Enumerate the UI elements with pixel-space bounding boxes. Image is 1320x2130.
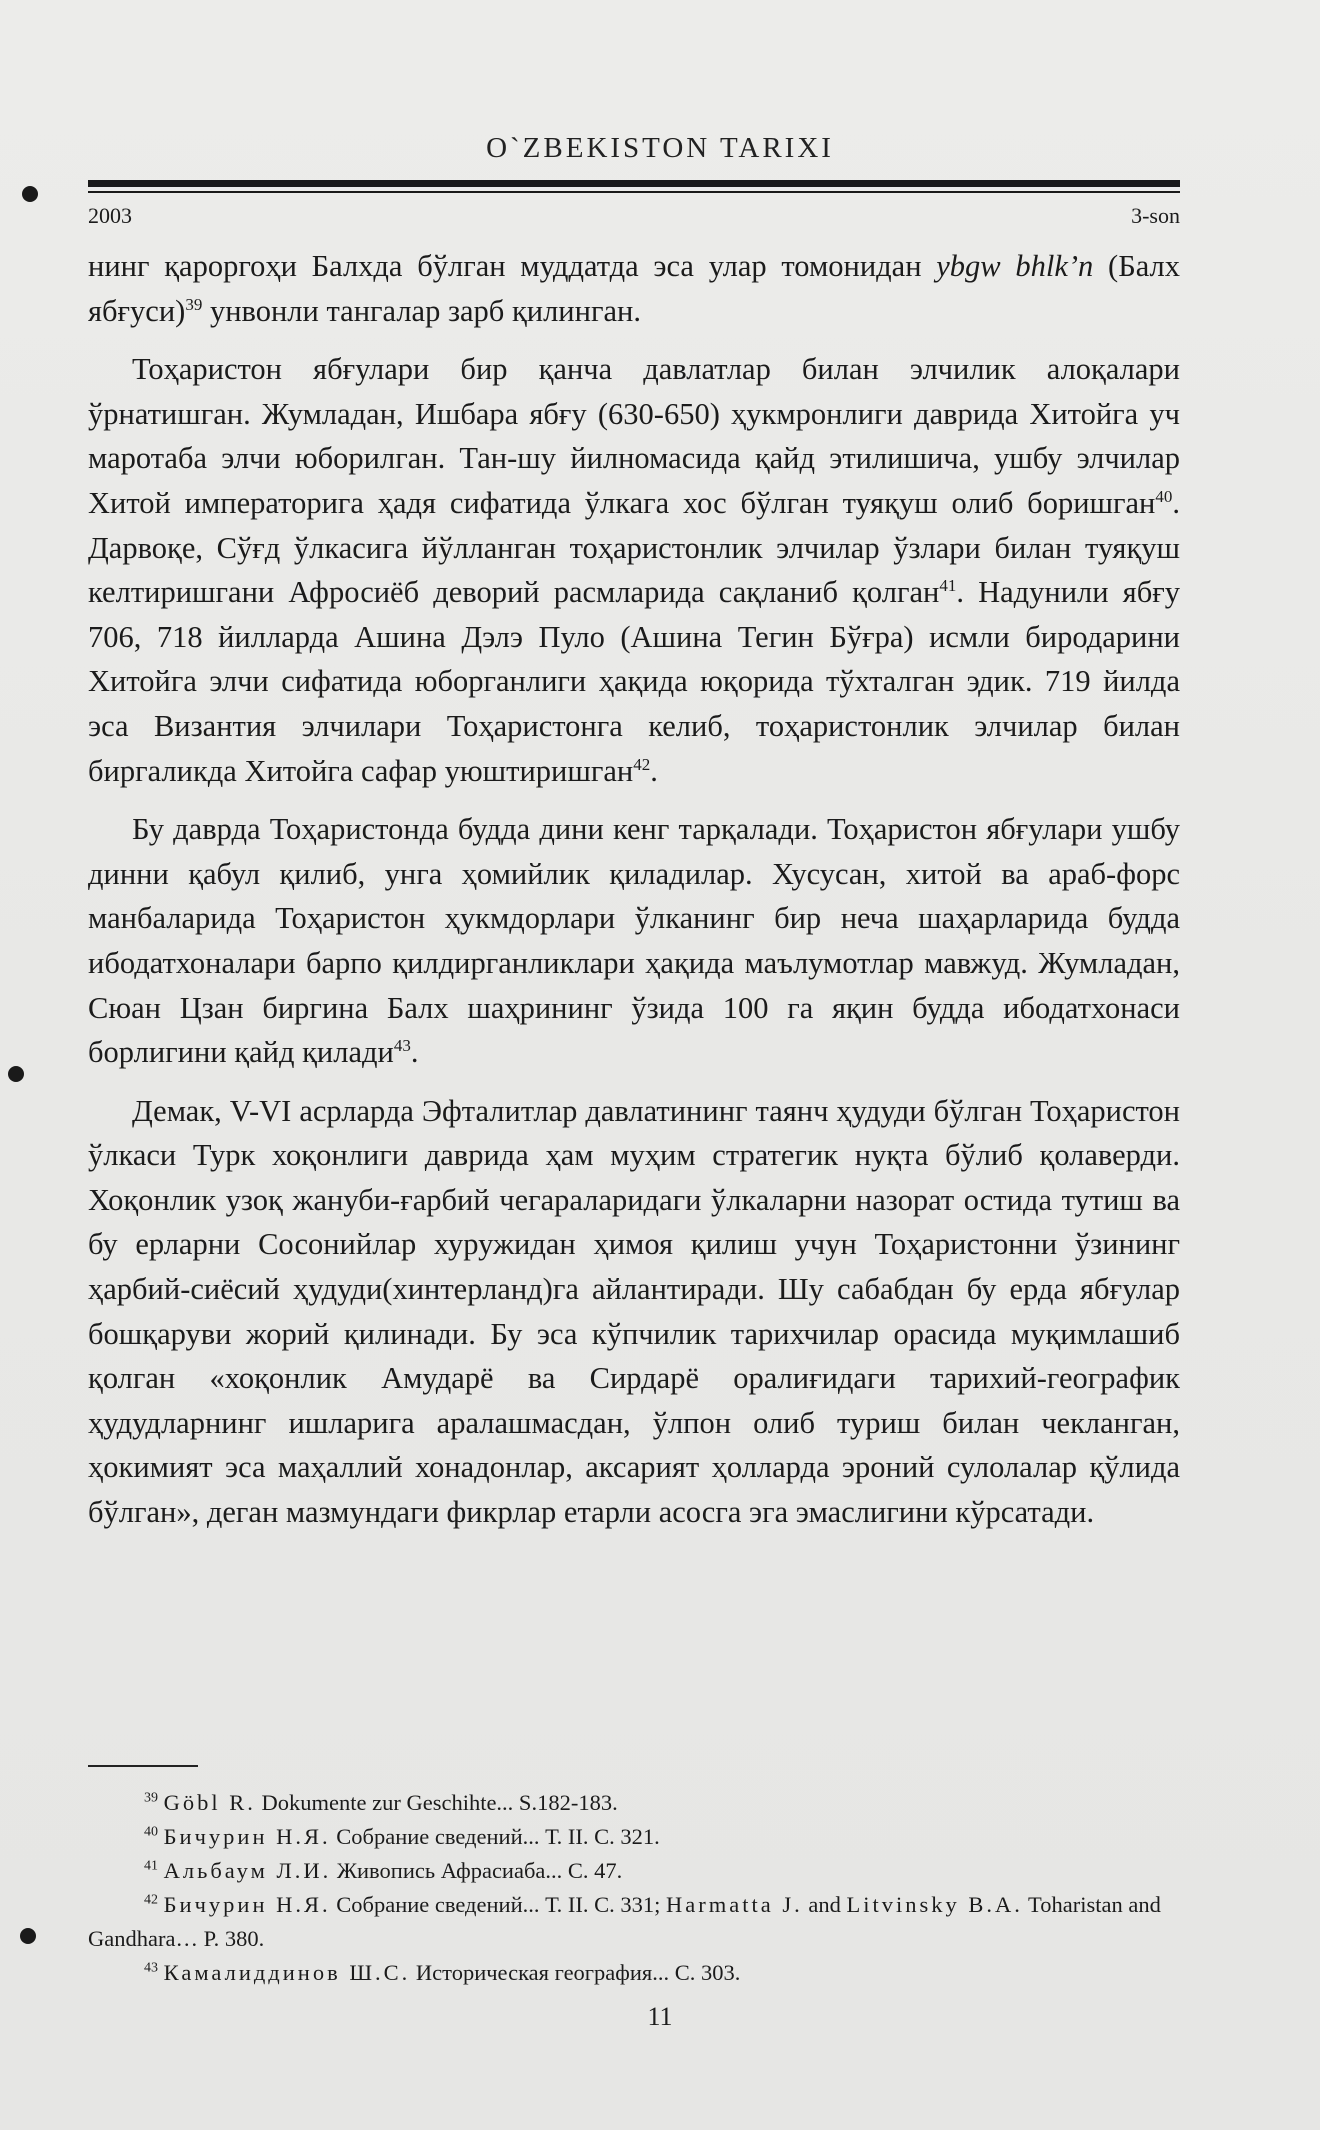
footnote-author-3: Litvinsky B.A. — [846, 1892, 1023, 1917]
footnote-ref-43: 43 — [393, 1035, 411, 1055]
page-number: 11 — [647, 2002, 673, 2031]
footnote-text-2: Toharistan and Gandhara… P. 380. — [88, 1892, 1161, 1951]
footnote-text: Собрание сведений... Т. II. С. 321. — [330, 1824, 660, 1849]
paragraph-1-text-a: нинг қароргоҳи Балхда бўлган муддатда эса улар томонидан — [88, 249, 937, 283]
footnote-number: 43 — [144, 1960, 158, 1976]
footnote-author: Бичурин Н.Я. — [163, 1892, 331, 1917]
footnote-number: 39 — [144, 1790, 158, 1806]
footnote-text: Историческая география... С. 303. — [410, 1960, 741, 1985]
paragraph-3-text-a: Бу даврда Тоҳаристонда будда дини кенг тарқалади. Тоҳаристон ябғулари ушбу динни қабул қилиб, унга ҳомийлик қиладилар. Хусусан, хитой ва араб-форс манбаларида Тоҳаристон ҳукмдорлари ўлканинг бир неча шаҳарларида будда ибодатхоналари барпо қилдирганликлари ҳақида маълумотлар мавжуд. Жумладан, Сюан Цзан биргина Балх шаҳрининг ўзида 100 га яқин будда ибодатхонаси борлигини қайд қилади — [88, 812, 1180, 1070]
paragraph-1 — [88, 244, 1180, 333]
footnote-40 — [88, 1820, 1180, 1854]
issue-number: 3-son — [1131, 203, 1180, 228]
footnote-author: Альбаум Л.И. — [163, 1858, 332, 1883]
footnote-conjunction: and — [802, 1892, 847, 1917]
paragraph-1-text-c: (Балх ябғуси) — [88, 249, 1180, 328]
punch-hole-middle — [8, 1066, 24, 1082]
header-rule-thick — [88, 180, 1180, 187]
paragraph-1-text-d: унвонли тангалар зарб қилинган. — [202, 293, 641, 328]
footnote-author-2: Harmatta J. — [665, 1892, 803, 1917]
paragraph-3-text-b: . — [410, 1035, 419, 1070]
footnote-43 — [88, 1956, 1180, 1990]
footnote-number: 41 — [144, 1858, 158, 1874]
footnote-ref-41: 41 — [939, 576, 957, 595]
footnote-separator — [88, 1765, 198, 1767]
footnote-ref-42: 42 — [633, 754, 651, 774]
footnote-number: 40 — [144, 1824, 158, 1840]
paragraph-2 — [88, 347, 1180, 793]
header-rule-thin — [88, 191, 1180, 193]
punch-hole-bottom — [20, 1928, 36, 1944]
paragraph-3 — [88, 807, 1180, 1075]
paragraph-4-text: Демак, V-VI асрларда Эфталитлар давлатининг таянч ҳудуди бўлган Тоҳаристон ўлкаси Турк хоқонлиги даврида ҳам муҳим стратегик нуқта бўлиб қолаверди. Хоқонлик узоқ жануби-ғарбий чегараларидаги ўлкаларни назорат остида тутиш ва бу ерларни Сосонийлар хуружидан ҳимоя қилиш учун Тоҳаристонни ўзининг ҳарбий-сиёсий ҳудуди(хинтерланд)га айлантиради. Шу сабабдан бу ерда ябғулар бошқаруви жорий қилинади. Бу эса кўпчилик тарихчилар орасида муқимлашиб қолган «хоқонлик Амударё ва Сирдарё оралиғидаги тарихий-географик ҳудудларнинг ишларига аралашмасдан, ўлпон олиб туриш билан чекланган, ҳокимият эса маҳаллий хонадонлар, аксарият ҳолларда эроний сулолалар қўлида бўлган», деган мазмундаги фикрлар етарли асосга эга эмаслигини кўрсатади. — [88, 1093, 1180, 1530]
paragraph-2-text-a: Тоҳаристон ябғулари бир қанча давлатлар билан элчилик алоқалари ўрнатишган. Жумладан, Ишбара ябғу (630-650) ҳукмронлиги даврида Хитойга уч маротаба элчи юборилган. Тан-шу йилномасида қайд этилишича, ушбу элчилар Хитой императорига ҳадя сифатида ўлкага хос бўлган туяқуш олиб боришган — [88, 352, 1180, 520]
footnote-number: 42 — [144, 1892, 158, 1908]
footnote-author: Göbl R. — [163, 1790, 256, 1815]
footnote-text: Собрание сведений... Т. II. С. 331; — [330, 1892, 666, 1917]
footnote-42 — [88, 1888, 1180, 1956]
paragraph-1-italic-term: ybgw bhlk’n — [936, 249, 1094, 283]
footnote-ref-39: 39 — [185, 294, 203, 314]
paragraph-2-text-b: . Дарвоқе, Сўғд ўлкасига йўлланган тоҳаристонлик элчилар ўзлари билан туяқуш келтиришгани Афросиёб деворий расмларида сақланиб қолган — [88, 485, 1180, 610]
footnote-author: Бичурин Н.Я. — [163, 1824, 331, 1849]
issue-year: 2003 — [88, 203, 132, 228]
paragraph-2-text-d: . — [650, 753, 658, 788]
article-body — [88, 244, 1180, 1535]
footnote-41 — [88, 1854, 1180, 1888]
footnote-ref-40: 40 — [1155, 486, 1173, 506]
footnote-text: Dokumente zur Geschihte... S.182-183. — [255, 1790, 618, 1815]
footnote-text: Живопись Афрасиаба... С. 47. — [331, 1858, 623, 1883]
journal-title: O`ZBEKISTON TARIXI — [486, 132, 834, 164]
paragraph-4 — [88, 1089, 1180, 1535]
paragraph-2-text-c: . Надунили ябғу 706, 718 йилларда Ашина Дэлэ Пуло (Ашина Тегин Бўғра) исмли биродарини Хитойга элчи сифатида юборганлиги ҳақида юқорида тўхталган эдик. 719 йилда эса Византия элчилари Тоҳаристонга келиб, тоҳаристонлик элчилар билан биргаликда Хитойга сафар уюштиришган — [88, 575, 1180, 788]
punch-hole-top — [22, 186, 38, 202]
footnotes — [88, 1786, 1180, 1990]
footnote-author: Камалиддинов Ш.С. — [163, 1960, 411, 1985]
footnote-39 — [88, 1786, 1180, 1820]
